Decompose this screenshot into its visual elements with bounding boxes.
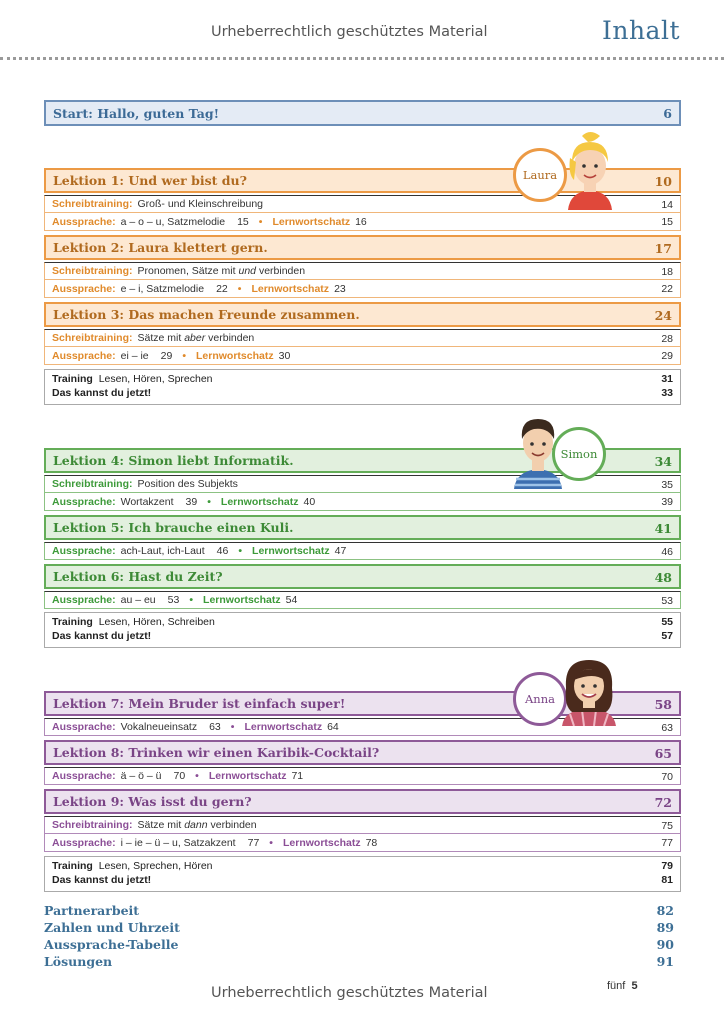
row-page: 63 — [661, 722, 673, 734]
check-page: 57 — [661, 630, 673, 642]
row-text: Pronomen, Sätze mit — [137, 265, 236, 277]
row-label: Schreibtraining: — [52, 819, 133, 831]
row-page: 70 — [661, 771, 673, 783]
vocab-ref: 16 — [355, 215, 367, 228]
lesson-heading[interactable] — [44, 515, 681, 540]
check-row[interactable] — [52, 874, 673, 888]
row-text: Position des Subjekts — [137, 478, 238, 490]
row-ref: 63 — [209, 721, 221, 733]
vocab-ref: 54 — [285, 594, 298, 606]
row-ref: 46 — [216, 545, 229, 557]
writing-training-row[interactable] — [44, 262, 681, 280]
check-label: Das kannst du jetzt! — [52, 387, 152, 399]
row-ref: 29 — [160, 349, 173, 362]
row-page: 28 — [661, 333, 673, 345]
row-page: 46 — [661, 546, 673, 558]
row-page: 14 — [661, 199, 673, 211]
pronunciation-row[interactable] — [44, 347, 681, 365]
character-name: Laura — [522, 168, 558, 182]
writing-training-row[interactable] — [44, 329, 681, 347]
appendix-page: 91 — [656, 954, 674, 969]
lesson-page: 24 — [654, 308, 672, 323]
vocab-label: Lernwortschatz — [244, 721, 323, 733]
bullet-icon: • — [195, 770, 199, 782]
row-label: Aussprache: — [52, 594, 116, 606]
row-page: 35 — [661, 479, 673, 491]
lesson-title: Lektion 4: Simon liebt Informatik. — [53, 453, 294, 468]
character-bubble-simon — [552, 427, 606, 481]
bullet-icon: • — [182, 349, 187, 362]
lesson-2[interactable] — [44, 235, 681, 298]
training-page: 79 — [661, 860, 673, 872]
training-text: Lesen, Sprechen, Hören — [98, 860, 213, 872]
dotted-divider — [0, 57, 724, 60]
vocab-label: Lernwortschatz — [272, 215, 351, 228]
appendix-title: Partnerarbeit — [44, 903, 140, 918]
bullet-icon: • — [189, 594, 194, 606]
start-heading[interactable] — [44, 100, 681, 126]
lesson-title: Lektion 2: Laura klettert gern. — [53, 240, 268, 255]
bullet-icon: • — [238, 545, 243, 557]
row-text: ei – ie — [120, 349, 149, 362]
row-label: Schreibtraining: — [52, 265, 133, 277]
vocab-label: Lernwortschatz — [208, 770, 287, 782]
row-label: Schreibtraining: — [52, 332, 133, 344]
lesson-heading[interactable] — [44, 302, 681, 327]
training-row[interactable] — [52, 860, 673, 874]
character-bubble-laura — [513, 148, 567, 202]
appendix-item[interactable] — [44, 920, 674, 937]
row-label: Aussprache: — [52, 349, 116, 362]
row-ref: 77 — [247, 836, 260, 849]
lesson-title: Lektion 9: Was isst du gern? — [53, 794, 252, 809]
vocab-ref: 64 — [327, 721, 339, 733]
vocab-label: Lernwortschatz — [282, 836, 361, 849]
row-text-end: verbinden — [258, 265, 306, 277]
bullet-icon: • — [237, 282, 242, 295]
training-label: Training — [52, 616, 93, 628]
lesson-3[interactable] — [44, 302, 681, 365]
row-ref: 15 — [237, 215, 249, 228]
row-ref: 22 — [216, 282, 228, 295]
lesson-page: 58 — [654, 697, 672, 712]
pronunciation-row[interactable] — [44, 542, 681, 560]
check-row[interactable] — [52, 630, 673, 644]
check-page: 33 — [661, 387, 673, 399]
row-label: Aussprache: — [52, 215, 116, 228]
bullet-icon: • — [230, 721, 235, 733]
appendix-title: Aussprache-Tabelle — [44, 937, 179, 952]
row-label: Schreibtraining: — [52, 478, 133, 490]
row-text-end: verbinden — [208, 332, 255, 344]
lesson-page: 65 — [654, 746, 672, 761]
bullet-icon: • — [258, 215, 263, 228]
row-label: Aussprache: — [52, 836, 116, 849]
vocab-ref: 30 — [278, 349, 291, 362]
laura-avatar-icon — [560, 128, 620, 210]
watermark-bottom: Urheberrechtlich geschütztes Material — [211, 985, 488, 1001]
pronunciation-row[interactable] — [44, 591, 681, 609]
row-label: Aussprache: — [52, 495, 116, 508]
lesson-page: 17 — [654, 241, 672, 256]
check-label: Das kannst du jetzt! — [52, 874, 152, 886]
lesson-page: 72 — [654, 795, 672, 810]
row-text: ä – ö – ü — [120, 770, 162, 782]
watermark-top: Urheberrechtlich geschütztes Material — [211, 24, 488, 40]
vocab-label: Lernwortschatz — [252, 545, 330, 557]
row-label: Aussprache: — [52, 770, 116, 782]
row-text: Groß- und Kleinschreibung — [137, 198, 263, 210]
pronunciation-row[interactable] — [44, 213, 681, 231]
check-page: 81 — [661, 874, 673, 886]
row-page: 75 — [661, 820, 673, 832]
lesson-page: 41 — [654, 521, 672, 536]
appendix-page: 82 — [656, 903, 674, 918]
start-title: Start: Hallo, guten Tag! — [53, 105, 220, 121]
row-ref: 53 — [167, 594, 180, 606]
vocab-ref: 78 — [365, 836, 378, 849]
lesson-8[interactable] — [44, 740, 681, 785]
row-text-emphasis: aber — [184, 332, 206, 344]
pronunciation-row[interactable] — [44, 834, 681, 852]
training-text: Lesen, Hören, Sprechen — [98, 373, 213, 385]
lesson-title: Lektion 1: Und wer bist du? — [53, 173, 247, 188]
lesson-heading[interactable] — [44, 740, 681, 765]
training-page: 31 — [661, 373, 673, 385]
lesson-5[interactable] — [44, 515, 681, 560]
lesson-9[interactable] — [44, 789, 681, 852]
training-page: 55 — [661, 616, 673, 628]
training-text: Lesen, Hören, Schreiben — [98, 616, 215, 628]
appendix-page: 89 — [656, 920, 674, 935]
lesson-heading[interactable] — [44, 789, 681, 814]
row-page: 15 — [661, 216, 673, 228]
training-block-1[interactable] — [44, 369, 681, 405]
row-text-emphasis: und — [238, 265, 257, 277]
appendix-item[interactable] — [44, 903, 674, 920]
pronunciation-row[interactable] — [44, 280, 681, 298]
anna-avatar-icon — [556, 654, 622, 726]
lesson-title: Lektion 3: Das machen Freunde zusammen. — [53, 307, 360, 322]
row-page: 53 — [661, 595, 673, 607]
training-row[interactable] — [52, 373, 673, 387]
training-label: Training — [52, 860, 93, 872]
writing-training-row[interactable] — [44, 816, 681, 834]
start-entry[interactable] — [44, 100, 681, 126]
lesson-heading[interactable] — [44, 235, 681, 260]
row-label: Aussprache: — [52, 545, 116, 557]
row-text: ach-Laut, ich-Laut — [120, 545, 205, 557]
page-title: Inhalt — [601, 16, 680, 45]
vocab-label: Lernwortschatz — [220, 495, 299, 508]
row-label: Aussprache: — [52, 282, 116, 295]
page-number-digit: 5 — [631, 980, 638, 992]
page-number-word: fünf — [607, 980, 626, 992]
appendix-list — [44, 903, 674, 971]
appendix-page: 90 — [656, 937, 674, 952]
bullet-icon: • — [269, 836, 273, 849]
bullet-icon: • — [207, 495, 211, 508]
check-row[interactable] — [52, 387, 673, 401]
vocab-ref: 23 — [334, 282, 346, 295]
row-text: Sätze mit — [137, 332, 182, 344]
row-ref: 70 — [173, 770, 186, 782]
appendix-title: Lösungen — [44, 954, 113, 969]
row-page: 22 — [661, 283, 673, 295]
start-page: 6 — [663, 106, 672, 121]
lesson-page: 34 — [654, 454, 672, 469]
row-label: Aussprache: — [52, 721, 116, 733]
appendix-item[interactable] — [44, 937, 674, 954]
row-page: 77 — [661, 837, 673, 849]
row-text: a – o – u, Satzmelodie — [120, 215, 226, 228]
lesson-page: 10 — [654, 174, 672, 189]
row-page: 18 — [661, 266, 673, 278]
lesson-title: Lektion 6: Hast du Zeit? — [53, 569, 223, 584]
appendix-title: Zahlen und Uhrzeit — [44, 920, 180, 935]
row-text: Wortakzent — [120, 495, 174, 508]
vocab-label: Lernwortschatz — [251, 282, 330, 295]
row-text: au – eu — [120, 594, 156, 606]
row-label: Schreibtraining: — [52, 198, 133, 210]
training-row[interactable] — [52, 616, 673, 630]
row-text-end: verbinden — [210, 819, 257, 831]
row-page: 39 — [661, 496, 673, 508]
character-name: Anna — [525, 692, 555, 706]
vocab-label: Lernwortschatz — [203, 594, 281, 606]
vocab-ref: 40 — [303, 495, 316, 508]
pronunciation-row[interactable] — [44, 767, 681, 785]
vocab-label: Lernwortschatz — [196, 349, 274, 362]
row-page: 29 — [661, 350, 673, 362]
pronunciation-row[interactable] — [44, 493, 681, 511]
vocab-ref: 47 — [334, 545, 347, 557]
row-text: Sätze mit — [137, 819, 182, 831]
lesson-heading[interactable] — [44, 564, 681, 589]
row-text-emphasis: dann — [184, 819, 208, 831]
row-text: Vokalneueinsatz — [120, 721, 198, 733]
row-text: i – ie – ü – u, Satzakzent — [120, 836, 236, 849]
lesson-title: Lektion 7: Mein Bruder ist einfach super! — [53, 696, 346, 711]
training-block-3[interactable] — [44, 856, 681, 892]
appendix-item[interactable] — [44, 954, 674, 971]
character-name: Simon — [560, 447, 598, 461]
row-ref: 39 — [185, 495, 198, 508]
check-label: Das kannst du jetzt! — [52, 630, 152, 642]
lesson-6[interactable] — [44, 564, 681, 609]
lesson-title: Lektion 5: Ich brauche einen Kuli. — [53, 520, 294, 535]
lesson-page: 48 — [654, 570, 672, 585]
training-label: Training — [52, 373, 93, 385]
row-text: e – i, Satzmelodie — [120, 282, 205, 295]
lesson-title: Lektion 8: Trinken wir einen Karibik-Cocktail? — [53, 745, 380, 760]
vocab-ref: 71 — [291, 770, 304, 782]
training-block-2[interactable] — [44, 612, 681, 648]
